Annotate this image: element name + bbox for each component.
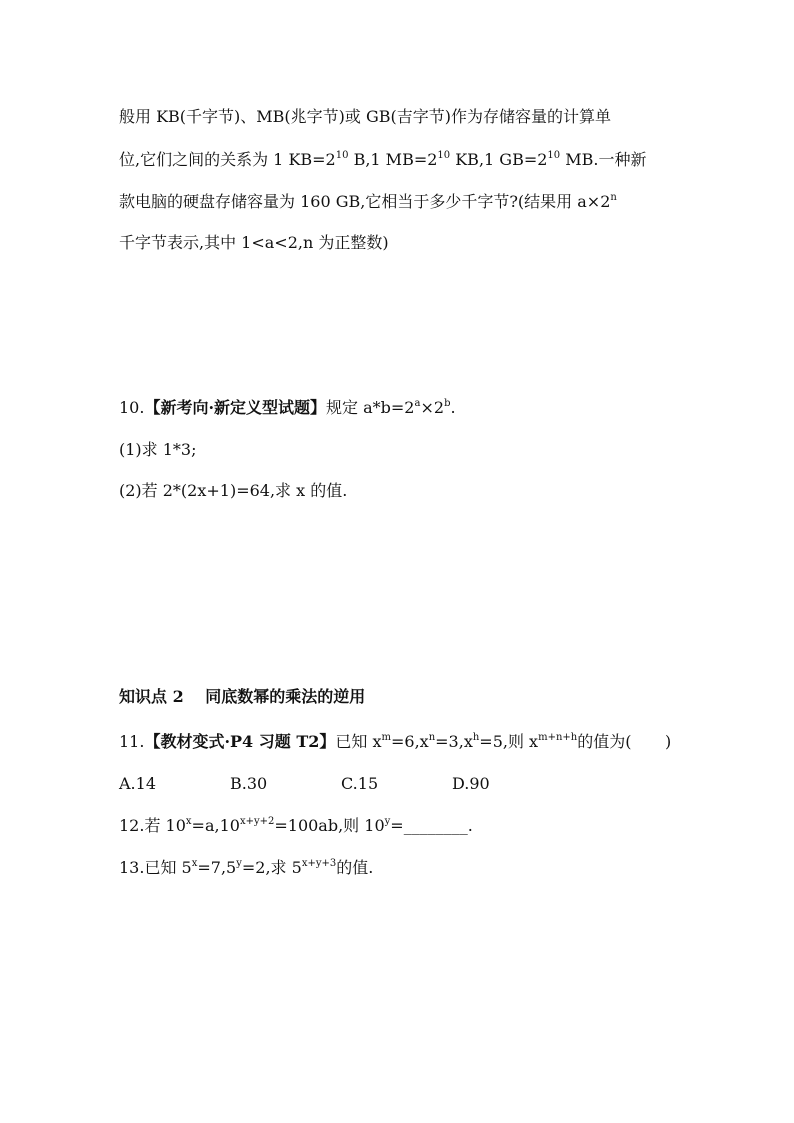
question-tag: 【教材变式·P4 习题 T2】 [144,732,336,751]
question-text-d: =________. [390,816,473,835]
option-d: D.90 [452,774,490,793]
exponent: x+y+3 [301,858,337,869]
question-text-b: =6,x [390,732,429,751]
question-12 [119,816,473,836]
exponent: m [381,732,391,743]
exponent: 10 [335,150,349,161]
exponent: b [444,398,451,409]
intro-line-3-text: 款电脑的硬盘存储容量为 160 GB,它相当于多少千字节?(结果用 a×2 [119,192,611,211]
question-13 [119,858,373,878]
exponent: x+y+2 [239,816,275,827]
question-text-c: . [450,398,456,417]
option-c: C.15 [341,774,379,793]
intro-line-4: 千字节表示,其中 1<a<2,n 为正整数) [119,233,389,252]
exponent: y [236,858,242,869]
exponent: y [384,816,391,827]
intro-line-2-text-d: MB.一种新 [560,150,647,169]
intro-line-1: 般用 KB(千字节)、MB(兆字节)或 GB(吉字节)作为存储容量的计算单 [119,107,612,126]
question-text-a: 规定 a*b=2 [326,398,415,417]
intro-line-2-text-b: B,1 MB=2 [348,150,438,169]
question-text-b: =7,5 [197,858,237,877]
question-number: 11. [119,732,145,751]
question-11 [119,732,631,752]
exponent: x [185,816,192,827]
question-text-a: 已知 x [335,732,382,751]
exponent: n [610,192,617,203]
question-tag: 【新考向·新定义型试题】 [144,398,327,417]
question-text-d: =5,则 x [479,732,539,751]
question-text-c: =2,求 5 [241,858,302,877]
question-text-b: ×2 [420,398,445,417]
section-heading: 知识点 2 同底数幂的乘法的逆用 [119,687,366,706]
question-text-d: 的值. [336,858,374,877]
option-a: A.14 [119,774,156,793]
question-number: 10. [119,398,145,417]
question-10-part-1: (1)求 1*3; [119,440,197,459]
answer-paren-close: ) [665,732,672,751]
exponent: x [191,858,198,869]
exponent: 10 [437,150,451,161]
exponent: a [414,398,421,409]
question-10-part-2: (2)若 2*(2x+1)=64,求 x 的值. [119,481,348,500]
exponent: n [428,732,436,743]
question-text-c: =3,x [435,732,473,751]
question-text-c: =100ab,则 10 [274,816,385,835]
exponent: m+n+h [538,732,578,743]
question-text-a: 12.若 10 [119,816,186,835]
exponent: 10 [547,150,561,161]
question-text-a: 13.已知 5 [119,858,192,877]
question-text-b: =a,10 [191,816,240,835]
question-10 [119,398,456,418]
intro-line-2-text-c: KB,1 GB=2 [450,150,548,169]
intro-line-2 [119,150,646,170]
option-b: B.30 [230,774,268,793]
exponent: h [472,732,480,743]
intro-line-3 [119,192,617,212]
question-text-e: 的值为( [577,732,632,751]
intro-line-2-text-a: 位,它们之间的关系为 1 KB=2 [119,150,336,169]
